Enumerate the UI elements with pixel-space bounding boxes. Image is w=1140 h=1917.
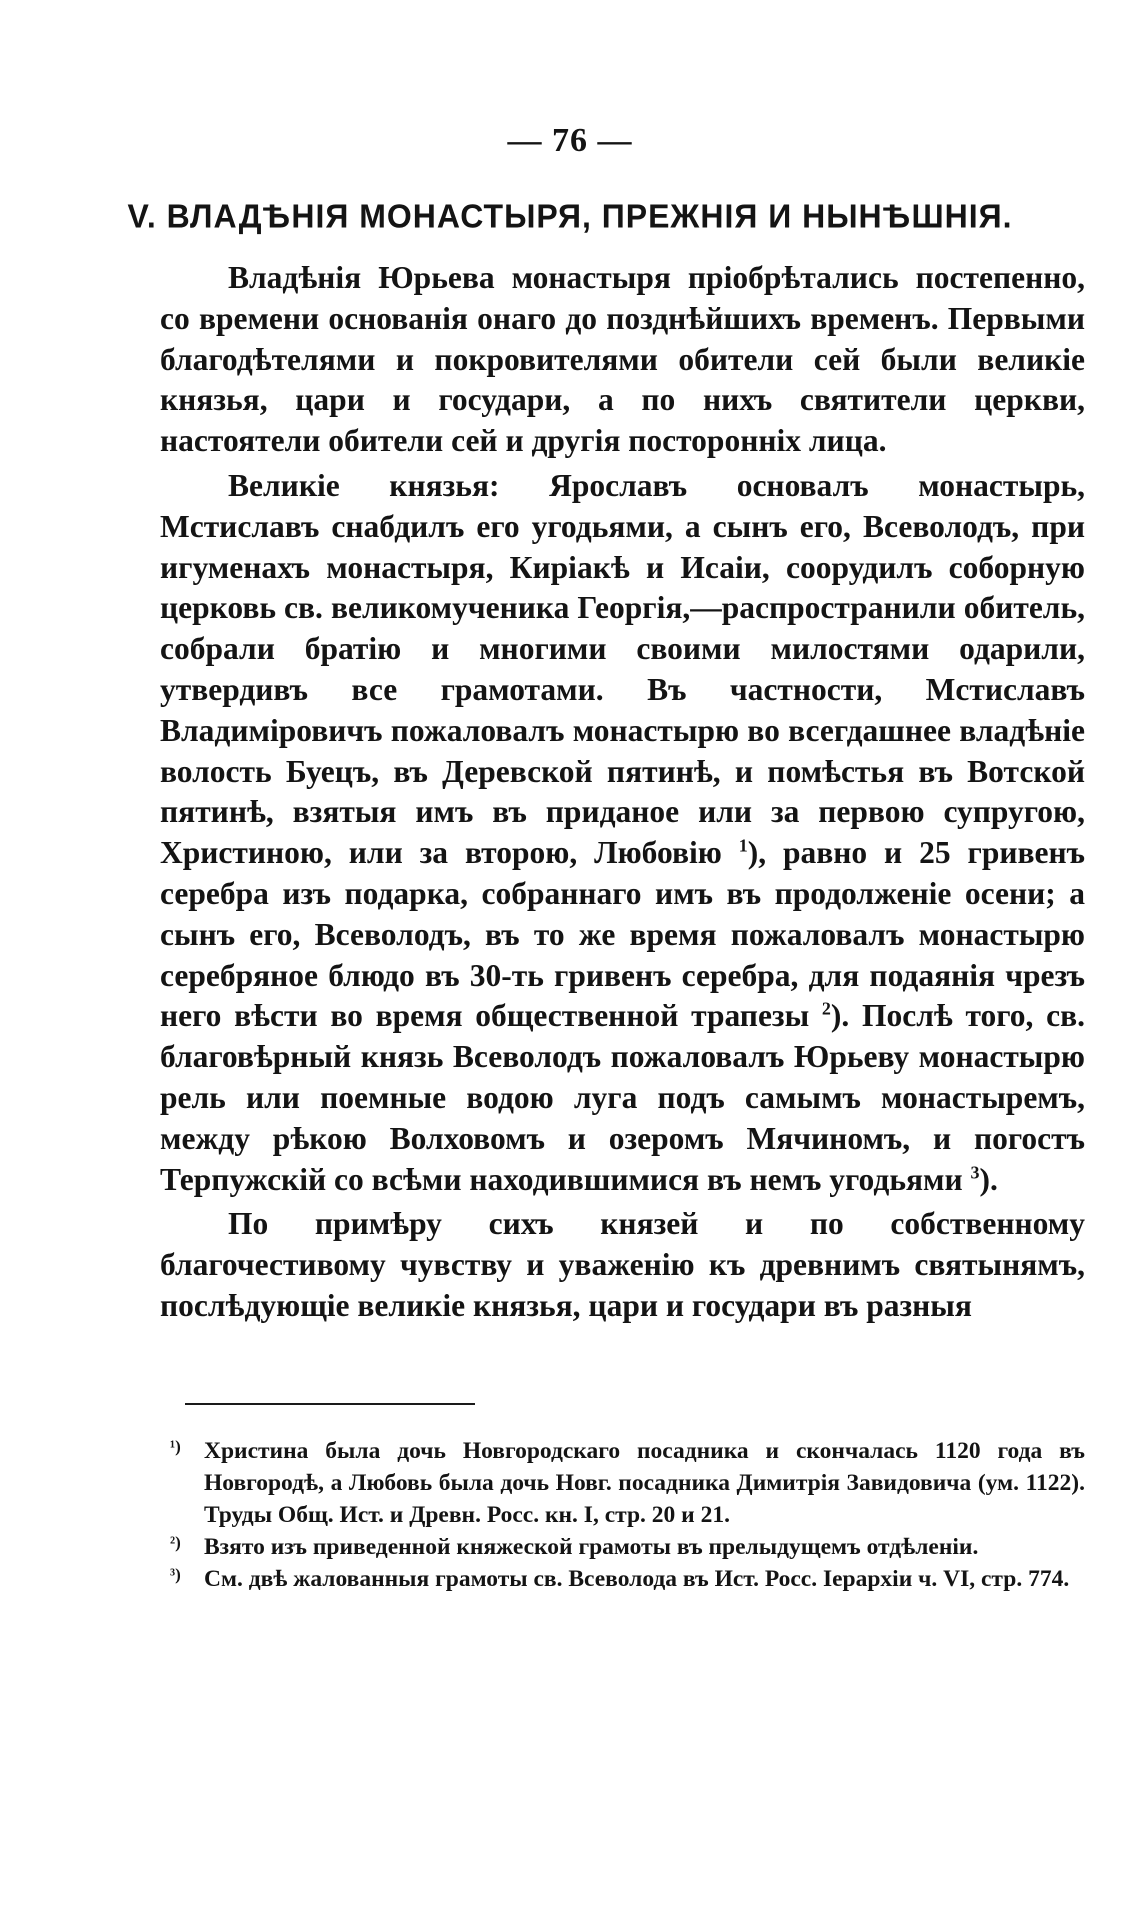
paragraph-1: Владѣнія Юрьева монастыря пріобрѣтались постепенно, со времени основанія онаго до позднѣйшихъ временъ. Первыми благодѣтелями и покровителями обители сей были великіе князья, цари и государи, а по нихъ святители церкви, настоятели обители сей и другія посторонніх лица. [160,260,1085,459]
footnote-3-text: См. двѣ жалованныя грамоты св. Всеволода въ Ист. Росс. Іерархіи ч. VI, стр. 774. [204,1566,1070,1592]
paragraph-2 [160,466,1085,1200]
body-text [160,258,1085,1331]
footnote-2 [170,1531,1085,1563]
footnote-3 [170,1563,1085,1595]
footnote-2-mark: ²) [170,1533,181,1552]
page-number: — 76 — [507,122,633,159]
paragraph-2-part-b: ), равно и 25 гривенъ серебра изъ подарка, собраннаго имъ въ продолженіе осени; а сынъ его, Всеволодъ, въ то же время пожаловалъ монастырю серебряное блюдо въ 30-ть гривенъ серебра, для подаянія чрезъ него вѣсти во время общественной трапезы [160,835,1085,1034]
footnote-ref-2: 2 [821,998,831,1019]
footnote-1-text: Христина была дочь Новгородскаго посадника и скончалась 1120 года въ Новгородѣ, а Любовь была дочь Новг. посадника Димитрія Завидовича (ум. 1122). Труды Общ. Ист. и Древн. Росс. кн. I, стр. 20 и 21. [204,1438,1085,1528]
paragraph-2-part-c: ). Послѣ того, св. благовѣрный князь Всеволодъ пожаловалъ Юрьеву монастырю рель или поемные водою луга подъ самымъ монастыремъ, между рѣкою Волховомъ и озеромъ Мячиномъ, и погостъ Терпужскій со всѣми находившимися въ немъ угодьями [160,998,1085,1197]
footnote-3-mark: ³) [170,1565,181,1584]
footnote-1-mark: ¹) [170,1437,181,1456]
footnote-1 [170,1435,1085,1531]
paragraph-2-part-a: Великіе князья: Ярославъ основалъ монастырь, Мстиславъ снабдилъ его угодьями, а сынъ его, Всеволодъ, при игуменахъ монастыря, Киріакѣ и Исаіи, соорудилъ соборную церковь св. великомученика Георгія,—распространили обитель, собрали братію и многими своими милостями одарили, утвердивъ все грамотами. Въ частности, Мстиславъ Владиміровичъ пожаловалъ монастырю во всегдашнее владѣніе волость Буецъ, въ Деревской пятинѣ, и помѣстья въ Вотской пятинѣ, взятыя имъ въ приданое или за первою супругою, Христиною, или за второю, Любовію [160,467,1085,871]
paragraph-3: По примѣру сихъ князей и по собственному благочестивому чувству и уваженію къ древнимъ святынямъ, послѣдующіе великіе князья, цари и государи въ разныя [160,1206,1085,1323]
section-title: V. ВЛАДѢНІЯ МОНАСТЫРЯ, ПРЕЖНІЯ И НЫНѢШНІЯ. [127,197,1013,235]
footnote-ref-1: 1 [738,835,748,856]
footnote-2-text: Взято изъ приведенной княжеской грамоты въ прелыдущемъ отдѣленіи. [204,1534,979,1560]
footnote-ref-3: 3 [970,1162,980,1183]
footnote-divider [185,1403,475,1405]
paragraph-2-part-d: ). [979,1161,998,1197]
footnotes [170,1435,1085,1595]
